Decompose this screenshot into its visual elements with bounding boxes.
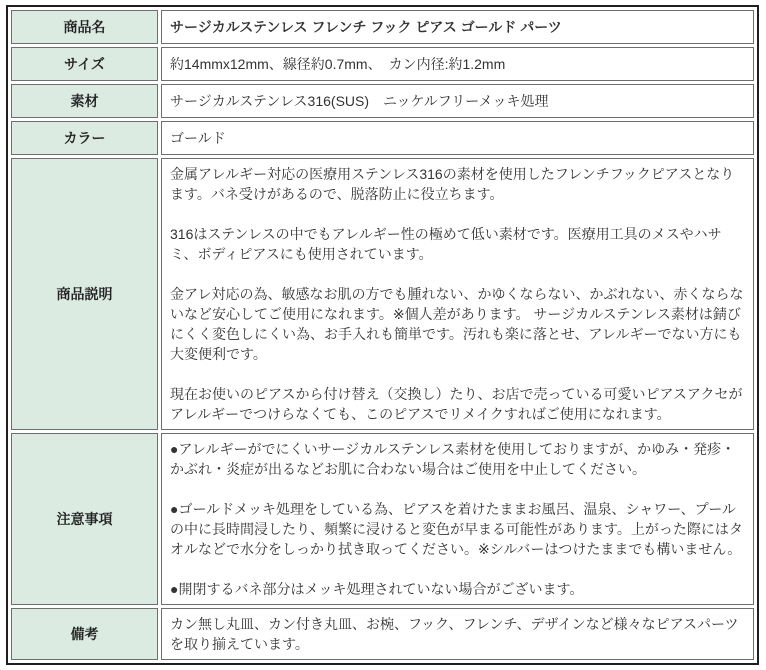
row-content-color	[161, 121, 754, 155]
spec-row-size	[11, 47, 754, 81]
paragraph-description-4: 現在お使いのピアスから付け替え（交換し）たり、お店で売っている可愛いピアスアクセがアレルギーでつけらなくても、このピアスでリメイクすればご使用になれます。	[170, 386, 743, 422]
spec-row-product-name	[11, 10, 754, 44]
spec-row-remarks	[11, 608, 754, 660]
row-label-description: 商品説明	[11, 158, 158, 430]
paragraph-precautions-1: ●アレルギーがでにくいサージカルステンレス素材を使用しておりますが、かゆみ・発疹・かぶれ・炎症が出るなどお肌に合わない場合はご使用を中止してください。	[170, 441, 736, 477]
spec-row-precautions	[11, 433, 754, 605]
spec-row-color	[11, 121, 754, 155]
row-label-remarks: 備考	[11, 608, 158, 660]
paragraph-product-name-1: サージカルステンレス フレンチ フック ピアス ゴールド パーツ	[170, 19, 562, 35]
paragraph-description-3: 金アレ対応の為、敏感なお肌の方でも腫れない、かゆくならない、かぶれない、赤くならないなど安心してご使用になれます。※個人差があります。 サージカルステンレス素材は錆びにくく変色しにくい為、お手入れも簡単です。汚れも楽に落とせ、アレルギーでない方にも大変便利です。	[170, 286, 744, 362]
spec-row-material	[11, 84, 754, 118]
row-label-precautions: 注意事項	[11, 433, 158, 605]
spec-row-description	[11, 158, 754, 430]
paragraph-description-1: 金属アレルギー対応の医療用ステンレス316の素材を使用したフレンチフックピアスとなります。バネ受けがあるので、脱落防止に役立ちます。	[170, 166, 735, 202]
row-content-material	[161, 84, 754, 118]
paragraph-size-1: 約14mmx12mm、線径約0.7mm、 カン内径:約1.2mm	[170, 56, 506, 72]
product-spec-table	[6, 5, 759, 665]
spec-table-body	[11, 10, 754, 660]
paragraph-precautions-3: ●開閉するバネ部分はメッキ処理されていない場合がございます。	[170, 581, 584, 597]
paragraph-precautions-2: ●ゴールドメッキ処理をしている為、ピアスを着けたままお風呂、温泉、シャワー、プールの中に長時間浸したり、頻繁に浸けると変色が早まる可能性があります。上がった際にはタオルなどで水分をしっかり拭き取ってください。※シルバーはつけたままでも構いません。	[170, 501, 743, 557]
paragraph-description-2: 316はステンレスの中でもアレルギー性の極めて低い素材です。医療用工具のメスやハサミ、ボディピアスにも使用されています。	[170, 226, 722, 262]
row-label-material: 素材	[11, 84, 158, 118]
row-content-precautions	[161, 433, 754, 605]
paragraph-material-1: サージカルステンレス316(SUS) ニッケルフリーメッキ処理	[170, 93, 549, 109]
row-label-product-name: 商品名	[11, 10, 158, 44]
row-content-size	[161, 47, 754, 81]
paragraph-color-1: ゴールド	[170, 130, 226, 146]
row-label-size: サイズ	[11, 47, 158, 81]
row-content-description	[161, 158, 754, 430]
row-label-color: カラー	[11, 121, 158, 155]
row-content-product-name	[161, 10, 754, 44]
row-content-remarks	[161, 608, 754, 660]
paragraph-remarks-1: カン無し丸皿、カン付き丸皿、お椀、フック、フレンチ、デザインなど様々なピアスパーツを取り揃えています。	[170, 616, 739, 652]
